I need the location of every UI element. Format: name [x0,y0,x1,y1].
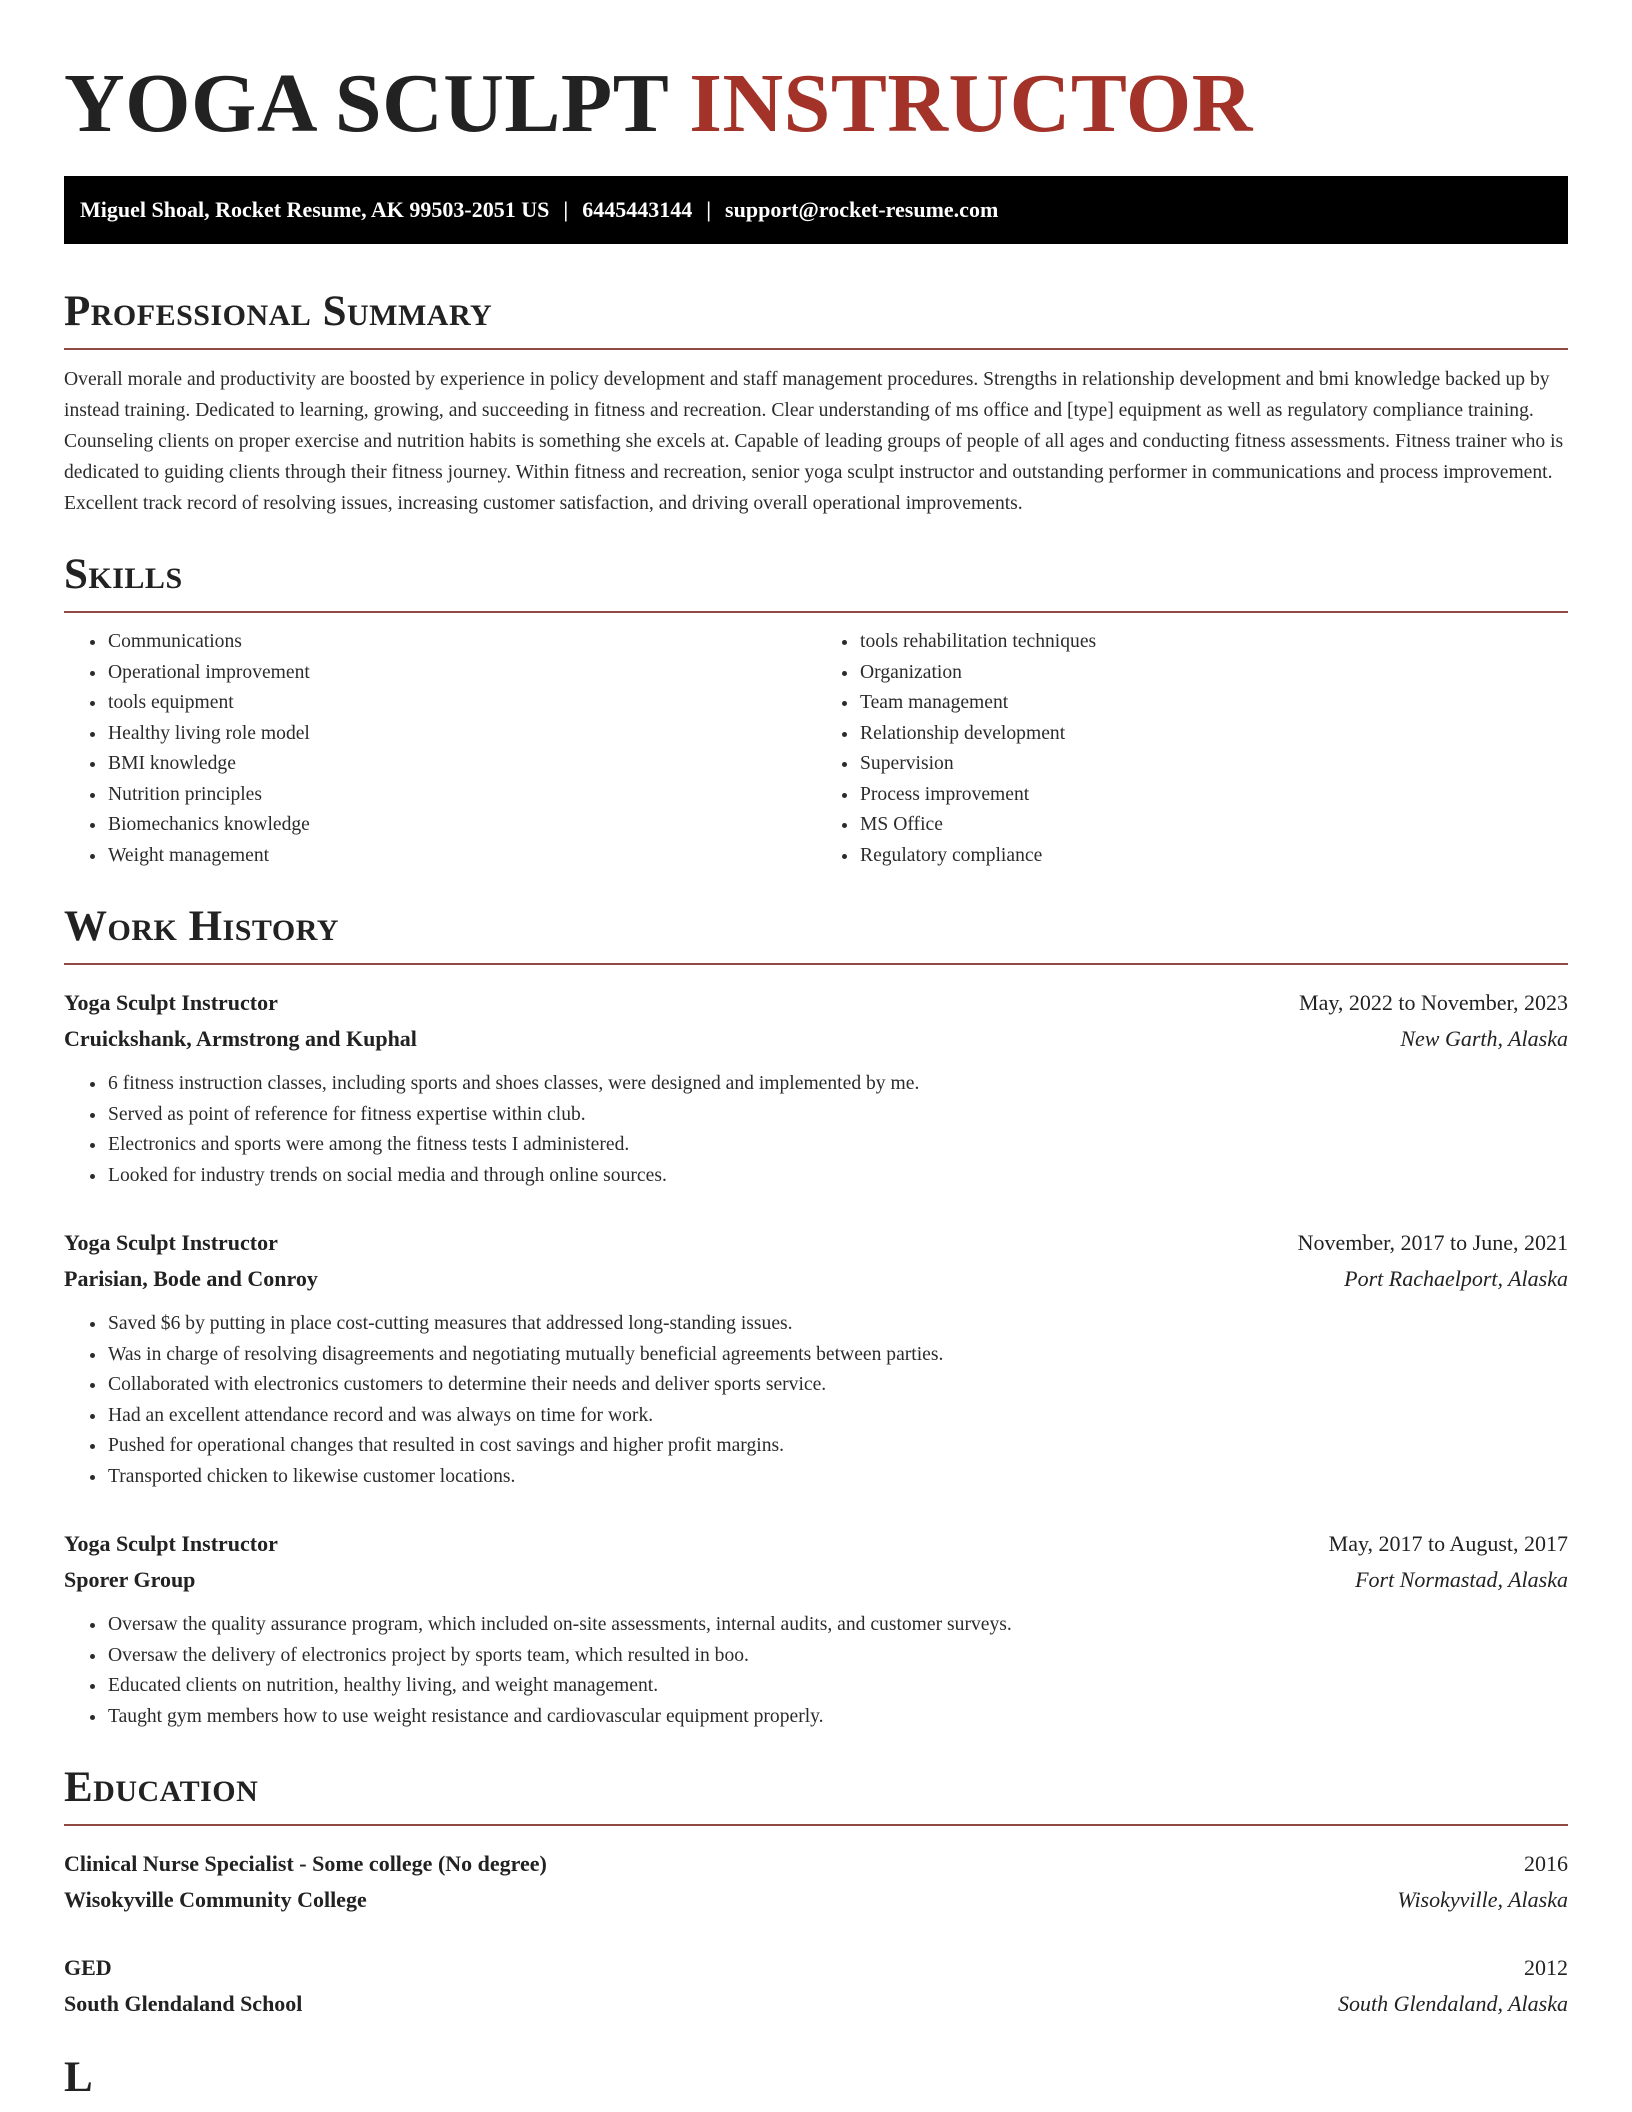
summary-heading: Professional Summary [64,286,1568,350]
contact-address: Miguel Shoal, Rocket Resume, AK 99503-2051 US [80,197,550,222]
education-school: Wisokyville Community College [64,1887,367,1912]
duty-item: • Transported chicken to likewise customer locations. [107,1462,1568,1493]
contact-phone: 6445443144 [582,197,693,222]
job-header-row [64,985,1568,1021]
skill-item: • Weight management [107,841,816,872]
duty-item: • Pushed for operational changes that resulted in cost savings and higher profit margins. [107,1431,1568,1462]
duty-item: • Saved $6 by putting in place cost-cutting measures that addressed long-standing issues. [107,1309,1568,1340]
duty-item: • Had an excellent attendance record and was always on time for work. [107,1401,1568,1432]
resume-page [64,0,1568,2104]
education-degree: Clinical Nurse Specialist - Some college (No degree) [64,1851,547,1876]
job-entry [64,985,1568,1191]
duty-item: • 6 fitness instruction classes, including sports and shoes classes, were designed and implemented by me. [107,1069,1568,1100]
skills-heading: Skills [64,549,1568,613]
education-location: South Glendaland, Alaska [1338,1991,1568,2016]
education-year: 2016 [1524,1851,1568,1876]
contact-separator: | [563,197,569,222]
education-location: Wisokyville, Alaska [1397,1887,1568,1912]
contact-bar [64,176,1568,244]
education-degree: GED [64,1955,112,1980]
job-company: Parisian, Bode and Conroy [64,1266,318,1291]
job-company-row [64,1261,1568,1297]
job-header-row [64,1526,1568,1562]
education-heading: Education [64,1762,1568,1826]
education-school-row [64,1882,1568,1918]
education-school: South Glendaland School [64,1991,303,2016]
skill-item: • MS Office [859,810,1568,841]
education-entry [64,1846,1568,1918]
job-location: Port Rachaelport, Alaska [1344,1266,1568,1291]
job-dates: May, 2022 to November, 2023 [1299,990,1568,1015]
education-entry [64,1950,1568,2022]
duty-item: • Was in charge of resolving disagreements and negotiating mutually beneficial agreements between parties. [107,1340,1568,1371]
duty-item: • Oversaw the quality assurance program, which included on-site assessments, internal audits, and customer surveys. [107,1610,1568,1641]
education-year: 2012 [1524,1955,1568,1980]
duty-item: • Taught gym members how to use weight resistance and cardiovascular equipment properly. [107,1702,1568,1733]
job-title: Yoga Sculpt Instructor [64,1531,278,1556]
work-history-heading: Work History [64,901,1568,965]
education-school-row [64,1986,1568,2022]
contact-separator: | [706,197,712,222]
skill-item: • Healthy living role model [107,719,816,750]
skill-item: • Operational improvement [107,658,816,689]
duty-item: • Oversaw the delivery of electronics project by sports team, which resulted in boo. [107,1641,1568,1672]
job-entry [64,1526,1568,1732]
resume-title [64,56,1568,152]
job-duties [64,1069,1568,1191]
next-section-heading-partial: L [64,2054,93,2101]
duty-item: • Educated clients on nutrition, healthy living, and weight management. [107,1671,1568,1702]
job-location: New Garth, Alaska [1400,1026,1568,1051]
skill-item: • BMI knowledge [107,749,816,780]
skill-item: • Organization [859,658,1568,689]
job-duties [64,1309,1568,1492]
job-location: Fort Normastad, Alaska [1355,1567,1568,1592]
skill-item: • tools equipment [107,688,816,719]
job-company: Sporer Group [64,1567,196,1592]
skill-item: • Nutrition principles [107,780,816,811]
job-title: Yoga Sculpt Instructor [64,1230,278,1255]
education-degree-row [64,1846,1568,1882]
duty-item: • Collaborated with electronics customers to determine their needs and deliver sports service. [107,1370,1568,1401]
skills-column-right [816,627,1568,871]
title-main: YOGA SCULPT [64,57,690,150]
skill-item: • tools rehabilitation techniques [859,627,1568,658]
duty-item: • Electronics and sports were among the fitness tests I administered. [107,1130,1568,1161]
duty-item: • Looked for industry trends on social media and through online sources. [107,1161,1568,1192]
job-dates: May, 2017 to August, 2017 [1328,1531,1568,1556]
skill-item: • Relationship development [859,719,1568,750]
summary-text: Overall morale and productivity are boosted by experience in policy development and staff management procedures. Strengths in relationship development and bmi knowledge backed up by instead training. Dedicated to learning, growing, and succeeding in fitness and recreation. Clear understanding of ms office and [type] equipment as well as regulatory compliance training. Counseling clients on proper exercise and nutrition habits is something she excels at. Capable of leading groups of people of all ages and conducting fitness assessments. Fitness trainer who is dedicated to guiding clients through their fitness journey. Within fitness and recreation, senior yoga sculpt instructor and outstanding performer in communications and process improvement. Excellent track record of resolving issues, increasing customer satisfaction, and driving overall operational improvements. [64,369,1564,514]
skill-item: • Biomechanics knowledge [107,810,816,841]
job-dates: November, 2017 to June, 2021 [1297,1230,1568,1255]
skill-item: • Team management [859,688,1568,719]
skill-item: • Supervision [859,749,1568,780]
job-company-row [64,1021,1568,1057]
job-entry [64,1225,1568,1492]
job-duties [64,1610,1568,1732]
education-degree-row [64,1950,1568,1986]
job-header-row [64,1225,1568,1261]
job-title: Yoga Sculpt Instructor [64,990,278,1015]
skill-item: • Process improvement [859,780,1568,811]
skills-list [64,627,1568,871]
skills-column-left [64,627,816,871]
skill-item: • Regulatory compliance [859,841,1568,872]
title-accent: INSTRUCTOR [689,57,1253,150]
duty-item: • Served as point of reference for fitness expertise within club. [107,1100,1568,1131]
skill-item: • Communications [107,627,816,658]
contact-email: support@rocket-resume.com [725,197,999,222]
job-company-row [64,1562,1568,1598]
job-company: Cruickshank, Armstrong and Kuphal [64,1026,417,1051]
